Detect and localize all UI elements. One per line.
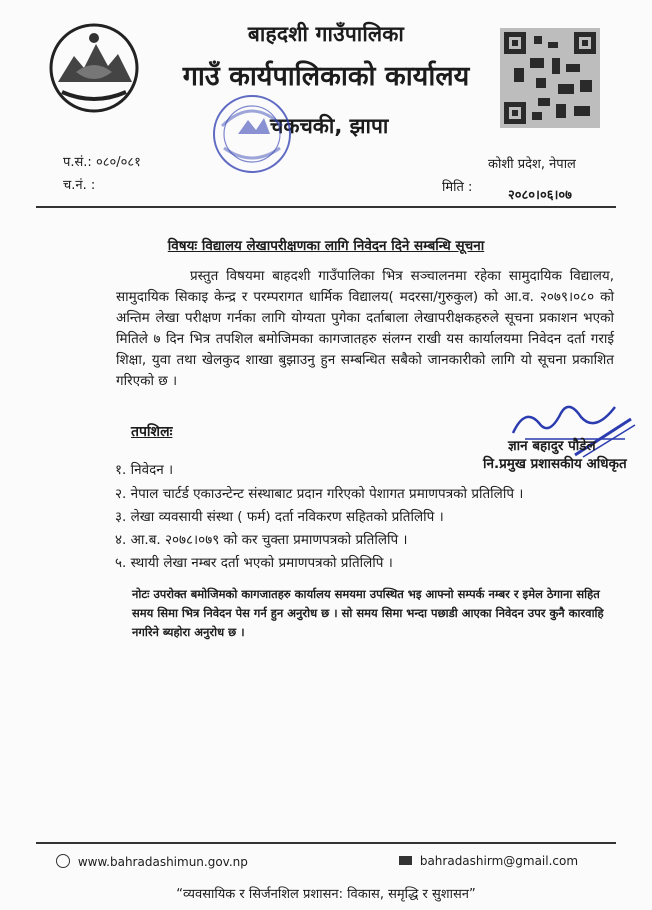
- email-footer: [399, 854, 578, 868]
- letter-number-label: प.सं.:: [63, 155, 92, 170]
- envelope-icon: [399, 856, 412, 865]
- dispatch-number-label: च.नं. :: [63, 178, 96, 193]
- note-text: नोटः उपरोक्त बमोजिमको कागजातहरु कार्यालय समयमा उपस्थित भइ आफ्नो सम्पर्क नम्बर र इमेल ठेगाना सहित समय सिमा भित्र निवेदन पेस गर्न हुन अनुरोध छ । सो समय सिमा भन्दा पछाडी आएका निवेदन उपर कुनै कारवाहि नगरिने ब्यहोरा अनुरोध छ ।: [132, 587, 604, 639]
- list-item: २. नेपाल चार्टर्ड एकाउन्टेन्ट संस्थाबाट प्रदान गरिएको पेशागत प्रमाणपत्रको प्रतिलिपि ।: [115, 486, 524, 502]
- list-item: ५. स्थायी लेखा नम्बर दर्ता भएको प्रमाणपत्रको प्रतिलिपि ।: [115, 555, 393, 571]
- header-divider: [36, 206, 616, 208]
- email-link[interactable]: bahradashirm@gmail.com: [419, 854, 579, 868]
- list-item: १. निवेदन ।: [115, 462, 174, 478]
- notice-body: प्रस्तुत विषयमा बाहदशी गाउँपालिका भित्र सञ्चालनमा रहेका सामुदायिक विद्यालय, सामुदायिक सिकाइ केन्द्र र परम्परागत धार्मिक विद्यालय( मदरसा/गुरुकुल) को आ.व. २०७९।०८० को अन्तिम लेखा परीक्षण गर्नका लागि योग्यता पुगेका दर्ताबाला लेखापरीक्षकहरुले सूचना प्रकाशन भएको मितिले ७ दिन भित्र तपशिल बमोजिमका कागजातहरु संलग्न राखी यस कार्यालयमा निवेदन दर्ता गराई शिक्षा, युवा तथा खेलकुद शाखा बुझाउनु हुन सम्बन्धित सबैको जानकारीको लागि यो सूचना प्रकाशित गरिएको छ ।: [116, 268, 614, 389]
- date-label: मिति :: [442, 180, 473, 195]
- office-name: बाहदशी गाउँपालिका: [247, 22, 405, 46]
- signatory-name: ज्ञान बहादुर पौडेल: [508, 438, 596, 454]
- website-link[interactable]: www.bahradashimun.gov.np: [77, 855, 248, 869]
- province-text: कोशी प्रदेश, नेपाल: [488, 157, 576, 172]
- globe-icon: [56, 854, 70, 868]
- subject-line: विषयः विद्यालय लेखापरीक्षणका लागि निवेदन दिने सम्बन्धि सूचना: [167, 238, 485, 254]
- website-footer: [56, 854, 248, 869]
- slogan: “व्यवसायिक र सिर्जनशिल प्रशासन: विकास, समृद्धि र सुशासन”: [176, 887, 476, 902]
- details-heading: तपशिलः: [131, 424, 173, 440]
- footer-divider: [36, 842, 616, 844]
- letter-number-value: ०८०/०८१: [95, 155, 141, 170]
- office-seal-stamp: [208, 90, 296, 178]
- date-value: २०८०।०६।०७: [508, 188, 572, 203]
- list-item: ३. लेखा व्यवसायी संस्था ( फर्म) दर्ता नविकरण सहितको प्रतिलिपि ।: [115, 509, 444, 525]
- office-place: चकचकी, झापा: [270, 114, 389, 138]
- list-item: ४. आ.ब. २०७८।०७९ को कर चुक्ता प्रमाणपत्रको प्रतिलिपि ।: [115, 532, 408, 548]
- signatory-title: नि.प्रमुख प्रशासकीय अधिकृत: [483, 456, 627, 472]
- executive-office-title: गाउँ कार्यपालिकाको कार्यालय: [182, 61, 470, 92]
- letter-number: [63, 152, 141, 170]
